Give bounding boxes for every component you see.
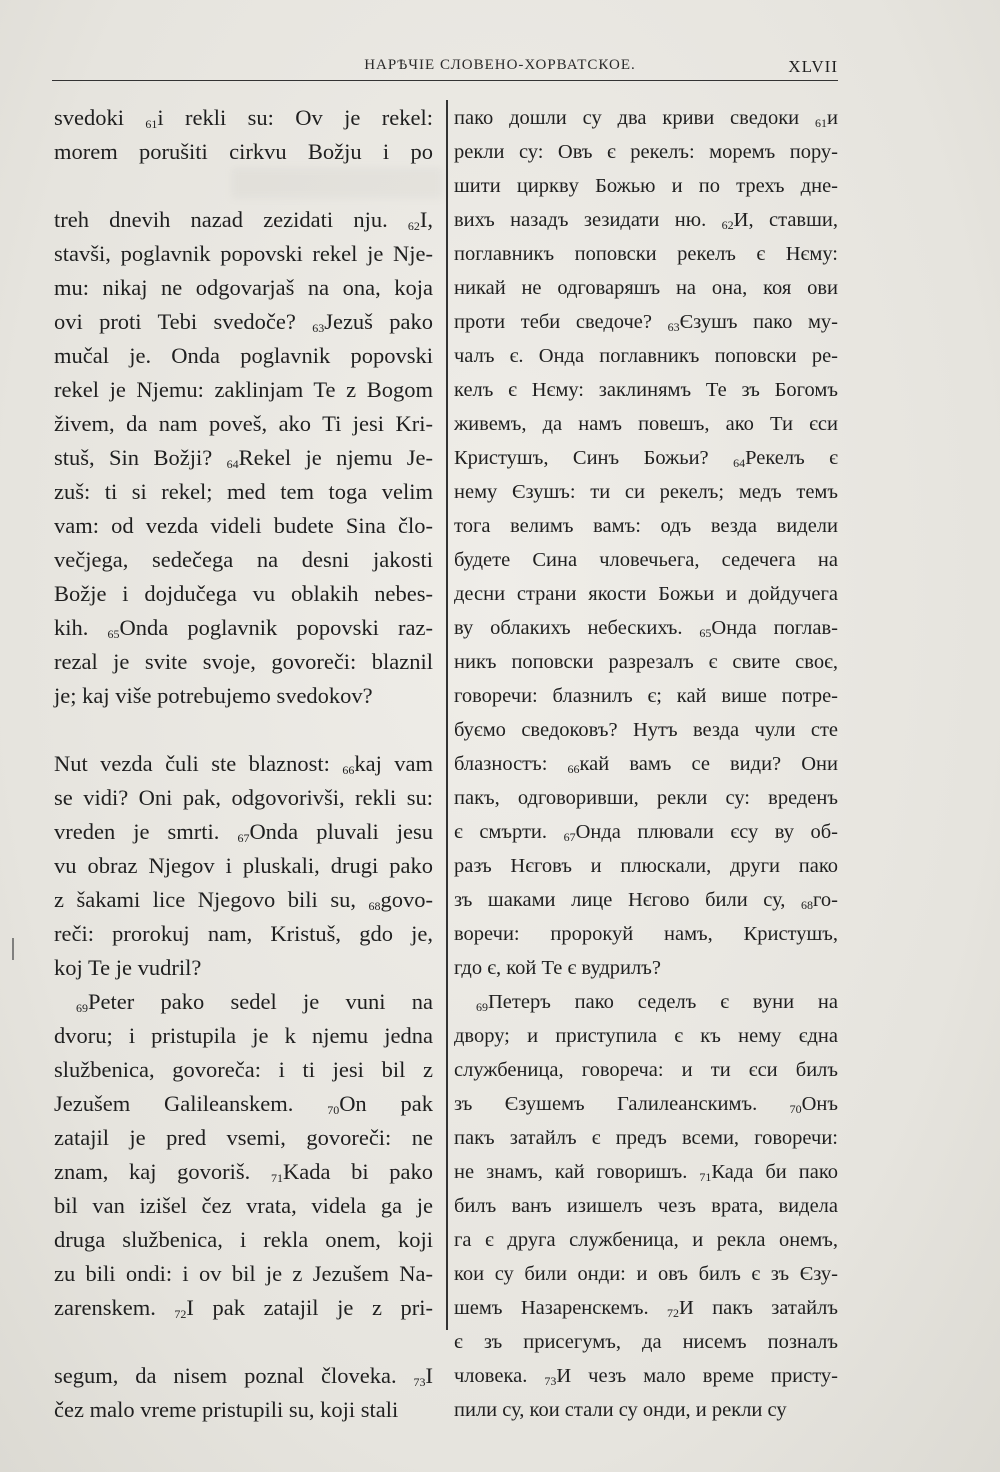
text-line	[454, 1087, 838, 1121]
line-text: кай вамъ се види? Они	[579, 753, 838, 775]
line-text: večjega, sedečega na desni jakosti	[54, 547, 433, 572]
verse-number: 71	[699, 1170, 712, 1184]
line-text: rezal je svite svoje, govoreči: blaznil	[54, 649, 433, 674]
text-line	[454, 747, 838, 781]
line-text: zarenskem.	[54, 1295, 175, 1320]
line-text: stavši, poglavnik popovski rekel je Nje-	[54, 241, 433, 266]
verse-number: 70	[327, 1103, 340, 1117]
line-text: пили су, кои стали су онди, и рекли су	[454, 1399, 787, 1421]
verse-number: 62	[407, 219, 420, 233]
verse-number: 64	[733, 456, 746, 470]
line-text: двору; и приступила є къ нему єдна	[454, 1025, 838, 1047]
text-line	[54, 475, 433, 509]
line-text: шемъ Назаренскемъ.	[454, 1297, 667, 1319]
line-text: mu: nikaj ne odgovarjaš na ona, koja	[54, 275, 433, 300]
verse-number: 61	[145, 117, 158, 131]
verse-number: 68	[801, 898, 814, 912]
line-text: десни страни якости Божьи и дойдучега	[454, 583, 838, 605]
text-line	[54, 577, 433, 611]
line-text: блазностъ:	[454, 753, 568, 775]
line-text: vam: od vezda videli budete Sina člo-	[54, 513, 433, 538]
line-text: є зъ присегумъ, да нисемъ позналъ	[454, 1331, 838, 1353]
text-line	[454, 509, 838, 543]
line-text: mučal je. Onda poglavnik popovski	[54, 343, 433, 368]
text-line	[454, 1189, 838, 1223]
text-line	[454, 985, 838, 1019]
text-line	[54, 1223, 433, 1257]
line-text: Рекелъ є	[745, 447, 838, 469]
line-text: dvoru; i pristupila je k njemu jedna	[54, 1023, 433, 1048]
running-title: НАРѢЧІЕ СЛОВЕНО-ХОРВАТСКОЕ.	[364, 57, 636, 73]
line-text: Онъ	[801, 1093, 838, 1115]
line-text: vreden je smrti.	[54, 819, 238, 844]
line-text: вихъ назадъ зезидати ню.	[454, 209, 722, 231]
text-line	[454, 815, 838, 849]
line-text: Rekel je njemu Je-	[238, 445, 433, 470]
line-text: го-	[813, 889, 838, 911]
text-line	[54, 135, 433, 169]
line-text: будете Сина чловечьега, седечега на	[454, 549, 838, 571]
text-line	[54, 1393, 433, 1427]
text-line	[54, 441, 433, 475]
text-line	[454, 611, 838, 645]
text-line	[454, 1325, 838, 1359]
line-text: пако дошли су два криви сведоки	[454, 107, 816, 129]
text-line	[454, 203, 838, 237]
text-line	[54, 883, 433, 917]
verse-number: 66	[342, 763, 355, 777]
text-line	[54, 611, 433, 645]
line-text: vu obraz Njegov i pluskali, drugi pako	[54, 853, 433, 878]
text-line	[54, 849, 433, 883]
text-line	[54, 237, 433, 271]
line-text: I pak zatajil je z pri-	[186, 1295, 434, 1320]
text-line	[54, 1053, 433, 1087]
line-text: га є друга службеница, и рекла онемъ,	[454, 1229, 838, 1251]
line-text: пакъ, одговоривши, рекли су: вреденъ	[454, 787, 838, 809]
line-text: и	[827, 107, 838, 129]
text-line	[454, 1393, 838, 1427]
text-line	[454, 373, 838, 407]
line-text: проти теби сведоче?	[454, 311, 668, 333]
verse-number: 73	[413, 1375, 426, 1389]
text-line	[54, 917, 433, 951]
line-text: Kada bi pako	[282, 1159, 433, 1184]
line-text: Кристушъ, Синъ Божьи?	[454, 447, 734, 469]
line-text: ovi proti Tebi svedoče?	[54, 309, 313, 334]
line-text: Онда плювали єсу ву об-	[575, 821, 838, 843]
text-line	[54, 1155, 433, 1189]
verse-number: 61	[815, 116, 828, 130]
text-line	[454, 1257, 838, 1291]
line-text: зъ Єзушемъ Галилеанскимъ.	[454, 1093, 790, 1115]
text-line	[454, 849, 838, 883]
text-line	[54, 1291, 433, 1325]
line-text: segum, da nisem poznal človeka.	[54, 1363, 414, 1388]
line-text: никай не одговаряшъ на она, коя ови	[454, 277, 838, 299]
header-rule	[52, 80, 838, 81]
line-text: Када би пако	[711, 1161, 838, 1183]
line-text: пакъ затайлъ є предъ всеми, говоречи:	[454, 1127, 838, 1149]
line-text: Jezušem Galileanskem.	[54, 1091, 328, 1116]
verse-number: 67	[563, 830, 576, 844]
text-line	[454, 1121, 838, 1155]
verse-number: 65	[699, 626, 712, 640]
line-text: службеница, говореча: и ти єси билъ	[454, 1059, 838, 1081]
column-divider	[446, 100, 448, 1330]
line-text: treh dnevih nazad zezidati nju.	[54, 207, 408, 232]
line-text: reči: prorokuj nam, Kristuš, gdo je,	[54, 921, 433, 946]
line-text: келъ є Нєму: заклинямъ Те зъ Богомъ	[454, 379, 838, 401]
line-text: ву облакихъ небескихъ.	[454, 617, 700, 639]
line-text: є смърти.	[454, 821, 564, 843]
text-line	[454, 271, 838, 305]
margin-mark	[12, 938, 14, 960]
line-text: Петеръ пако седелъ є вуни на	[488, 991, 838, 1013]
line-text: i rekli su: Ov je rekel:	[157, 105, 433, 130]
text-line	[54, 985, 433, 1019]
text-line	[454, 645, 838, 679]
line-text: поглавникъ поповски рекелъ є Нєму:	[454, 243, 838, 265]
verse-number: 69	[76, 1001, 88, 1015]
line-text: rekel je Njemu: zaklinjam Te z Bogom	[54, 377, 433, 402]
line-text: čez malo vreme pristupili su, koji stali	[54, 1397, 399, 1422]
verse-number: 73	[544, 1374, 557, 1388]
line-text: morem porušiti cirkvu Božju i po	[54, 139, 433, 164]
verse-number: 65	[107, 627, 120, 641]
line-text: И пакъ затайлъ	[679, 1297, 838, 1319]
text-line	[454, 305, 838, 339]
line-text: И, ставши,	[733, 209, 838, 231]
verse-number: 66	[567, 762, 580, 776]
text-line	[454, 407, 838, 441]
line-text: не знамъ, кай говоришъ.	[454, 1161, 700, 1183]
text-line	[54, 271, 433, 305]
line-text: govo-	[380, 887, 433, 912]
line-text: Jezuš pako	[324, 309, 433, 334]
text-line	[454, 237, 838, 271]
verse-number: 63	[312, 321, 325, 335]
text-line	[54, 407, 433, 441]
verse-number: 62	[721, 218, 734, 232]
line-text: чловека.	[454, 1365, 545, 1387]
line-text: чалъ є. Онда поглавникъ поповски ре-	[454, 345, 838, 367]
text-line	[454, 781, 838, 815]
line-text: воречи: пророкуй намъ, Кристушъ,	[454, 923, 838, 945]
line-text: On pak	[339, 1091, 433, 1116]
text-line	[54, 951, 433, 985]
text-line	[454, 1155, 838, 1189]
text-line	[454, 917, 838, 951]
text-line	[54, 509, 433, 543]
text-line	[454, 713, 838, 747]
line-text: Nut vezda čuli ste blaznost:	[54, 751, 343, 776]
verse-number: 72	[174, 1307, 187, 1321]
line-text: kaj vam	[354, 751, 433, 776]
line-text: рекли су: Овъ є рекелъ: моремъ пору-	[454, 141, 838, 163]
text-line	[454, 339, 838, 373]
line-text: stuš, Sin Božji?	[54, 445, 227, 470]
line-text: Єзушъ пако му-	[679, 311, 839, 333]
line-text: шити цирквy Божью и по трехъ дне-	[454, 175, 838, 197]
line-text: bil van izišel čez vrata, videla ga je	[54, 1193, 433, 1218]
text-line	[454, 441, 838, 475]
line-text: тога велимъ вамъ: одъ везда видели	[454, 515, 838, 537]
verse-number: 67	[237, 831, 250, 845]
text-line	[454, 951, 838, 985]
verse-number: 70	[789, 1102, 802, 1116]
text-line	[54, 1257, 433, 1291]
line-text: svedoki	[54, 105, 146, 130]
text-line	[454, 679, 838, 713]
line-text: I,	[419, 207, 433, 232]
line-text: нему Єзушъ: ти си рекелъ; медъ темъ	[454, 481, 838, 503]
text-line	[454, 135, 838, 169]
line-text: Božje i dojdučega vu oblakih nebes-	[54, 581, 433, 606]
page-number: XLVII	[788, 57, 838, 76]
verse-number: 68	[368, 899, 381, 913]
line-text: гдо є, кой Те є вудрилъ?	[454, 957, 661, 979]
text-line	[54, 645, 433, 679]
line-text: koj Te je vudril?	[54, 955, 202, 980]
line-text: буємо сведоковъ? Нутъ везда чули сте	[454, 719, 838, 741]
line-text: druga službenica, i rekla onem, koji	[54, 1227, 433, 1252]
line-text: зъ шаками лице Нєгово били су,	[454, 889, 802, 911]
line-text: живемъ, да намъ повешъ, ако Ти єси	[454, 413, 838, 435]
text-line	[454, 577, 838, 611]
line-text: se vidi? Oni pak, odgovorivši, rekli su:	[54, 785, 433, 810]
text-line	[54, 339, 433, 373]
text-line	[454, 101, 838, 135]
text-line	[54, 781, 433, 815]
text-line	[454, 883, 838, 917]
line-text: znam, kaj govoriš.	[54, 1159, 271, 1184]
line-text: zatajil je pred vsemi, govoreči: ne	[54, 1125, 433, 1150]
line-text: И чезъ мало време присту-	[556, 1365, 838, 1387]
text-line	[54, 305, 433, 339]
line-text: Onda poglavnik popovski raz-	[119, 615, 433, 640]
text-line	[54, 679, 433, 713]
text-line	[454, 1019, 838, 1053]
text-line	[54, 1359, 433, 1393]
right-column-cyrillic	[454, 101, 838, 1427]
text-line	[54, 1087, 433, 1121]
line-text: zuš: ti si rekel; med tem toga velim	[54, 479, 433, 504]
line-text: разъ Нєговъ и плюскали, други пако	[454, 855, 838, 877]
line-text: никъ поповски разрезалъ є свите своє,	[454, 651, 838, 673]
text-line	[54, 815, 433, 849]
text-line	[454, 543, 838, 577]
line-text: Онда поглав-	[711, 617, 839, 639]
text-line	[54, 747, 433, 781]
text-line	[54, 1019, 433, 1053]
verse-number: 71	[270, 1171, 283, 1185]
line-text: Peter pako sedel je vuni na	[88, 989, 433, 1014]
line-text: билъ ванъ изишелъ чезъ врата, видела	[454, 1195, 838, 1217]
line-text: z šakami lice Njegovo bili su,	[54, 887, 369, 912]
text-line	[454, 475, 838, 509]
line-text: kih.	[54, 615, 108, 640]
line-text: službenica, govoreča: i ti jesi bil z	[54, 1057, 433, 1082]
verse-number: 63	[667, 320, 680, 334]
text-line	[454, 1223, 838, 1257]
text-line	[54, 1121, 433, 1155]
line-text: кои су били онди: и овъ билъ є зъ Єзу-	[454, 1263, 838, 1285]
verse-number: 72	[667, 1306, 679, 1320]
line-text: Onda pluvali jesu	[249, 819, 433, 844]
line-text: je; kaj više potrebujemo svedokov?	[54, 683, 373, 708]
line-text: I	[425, 1363, 433, 1388]
text-line	[454, 1359, 838, 1393]
text-line	[54, 203, 433, 237]
text-line	[454, 169, 838, 203]
text-line	[454, 1291, 838, 1325]
text-line	[54, 1189, 433, 1223]
text-line	[54, 101, 433, 135]
text-line	[54, 543, 433, 577]
left-column-latin	[54, 101, 433, 1427]
line-text: говоречи: блазнилъ є; кай више потре-	[454, 685, 838, 707]
line-text: zu bili ondi: i ov bil je z Jezušem Na-	[54, 1261, 433, 1286]
line-text: živem, da nam poveš, ako Ti jesi Kri-	[54, 411, 433, 436]
verse-number: 69	[476, 1000, 488, 1014]
text-line	[454, 1053, 838, 1087]
text-line	[54, 373, 433, 407]
verse-number: 64	[226, 457, 239, 471]
